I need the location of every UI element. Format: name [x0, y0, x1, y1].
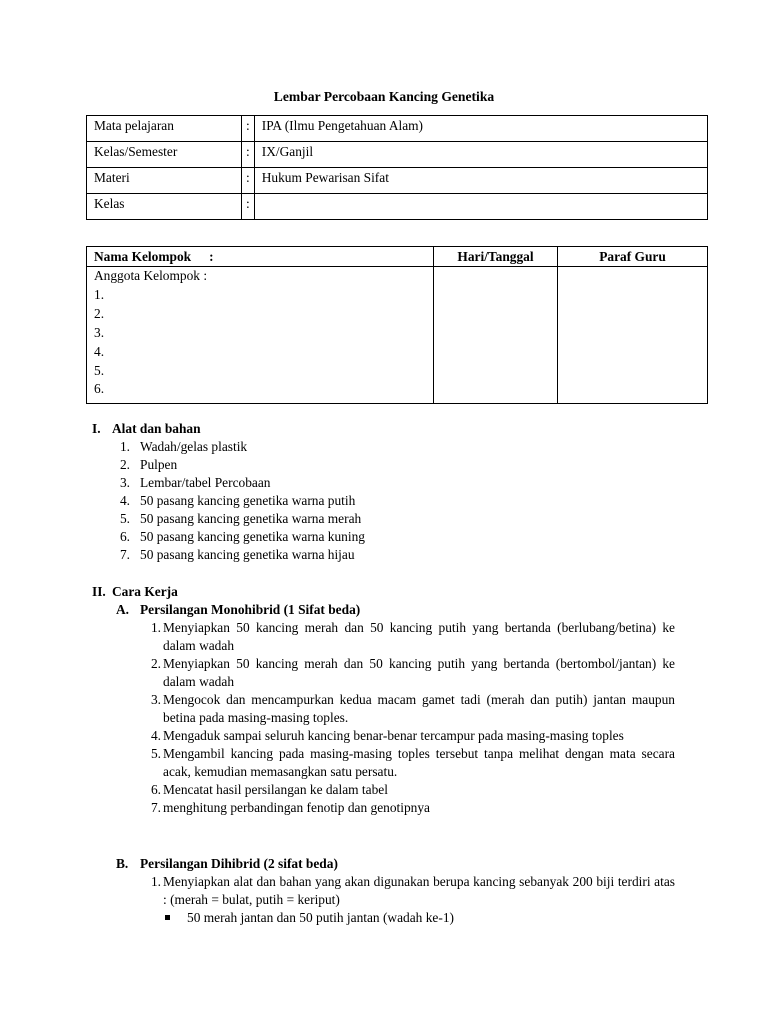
member-line: 3.	[94, 324, 105, 340]
list-item	[92, 456, 712, 474]
info-separator: :	[242, 142, 255, 168]
item-text: Mengaduk sampai seluruh kancing benar-benar tercampur pada masing-masing toples	[163, 728, 624, 743]
member-line: 6.	[94, 381, 105, 397]
list-item	[139, 655, 675, 691]
item-text: Menyiapkan 50 kancing merah dan 50 kancing putih yang bertanda (bertombol/jantan) ke dalam wadah	[163, 656, 675, 689]
list-item	[139, 781, 675, 799]
item-number: 5.	[150, 746, 161, 761]
section-number: I.	[92, 421, 101, 436]
list-item	[92, 438, 712, 456]
group-table	[86, 246, 708, 404]
info-label: Kelas	[87, 194, 242, 220]
group-name-label: Nama Kelompok	[94, 249, 192, 264]
member-line: 2.	[94, 305, 105, 321]
list-item	[92, 510, 712, 528]
table-row	[87, 116, 708, 142]
info-label: Mata pelajaran	[87, 116, 242, 142]
teacher-sign-cell	[558, 267, 708, 404]
table-row	[87, 168, 708, 194]
item-text: menghitung perbandingan fenotip dan genotipnya	[163, 800, 431, 815]
bullet-text: 50 merah jantan dan 50 putih jantan (wadah ke-1)	[187, 910, 454, 925]
subsection-heading	[92, 855, 712, 873]
list-item	[139, 799, 675, 817]
list-item	[92, 474, 712, 492]
item-text: Menyiapkan alat dan bahan yang akan digunakan berupa kancing sebanyak 200 biji terdiri atas : (merah = bulat, putih = keriput)	[163, 874, 675, 907]
info-separator: :	[242, 168, 255, 194]
info-value: IX/Ganjil	[254, 142, 707, 168]
item-text: Menyiapkan 50 kancing merah dan 50 kancing putih yang bertanda (berlubang/betina) ke dalam wadah	[163, 620, 675, 653]
item-number: 6.	[119, 529, 130, 544]
item-text: Mengambil kancing pada masing-masing toples tersebut tanpa melihat dengan mata secara acak, kemudian memasangkan satu persatu.	[163, 746, 675, 779]
item-number: 4.	[150, 728, 161, 743]
section-title: Alat dan bahan	[112, 421, 201, 436]
list-item	[139, 691, 675, 727]
section-tools-materials	[92, 420, 712, 564]
table-header-row	[87, 247, 708, 267]
item-text: 50 pasang kancing genetika warna merah	[140, 511, 362, 526]
info-separator: :	[242, 194, 255, 220]
info-value: Hukum Pewarisan Sifat	[254, 168, 707, 194]
list-item	[139, 619, 675, 655]
subsection-dihybrid	[92, 855, 712, 927]
item-number: 3.	[119, 475, 130, 490]
section-procedure	[92, 583, 712, 817]
item-number: 7.	[119, 547, 130, 562]
date-cell	[434, 267, 558, 404]
info-separator: :	[242, 116, 255, 142]
item-number: 7.	[150, 800, 161, 815]
list-item	[139, 873, 675, 927]
item-number: 1.	[150, 874, 161, 889]
table-row	[87, 142, 708, 168]
group-name-header	[87, 247, 434, 267]
square-bullet-icon	[165, 915, 170, 920]
item-text: Mengocok dan mencampurkan kedua macam gamet tadi (merah dan putih) jantan maupun betina pada masing-masing toples.	[163, 692, 675, 725]
item-number: 5.	[119, 511, 130, 526]
list-item	[139, 745, 675, 781]
member-line: 1.	[94, 286, 105, 302]
item-text: 50 pasang kancing genetika warna hijau	[140, 547, 355, 562]
section-title: Cara Kerja	[112, 584, 178, 599]
member-line: 4.	[94, 343, 105, 359]
item-number: 2.	[119, 457, 130, 472]
bullet-item	[163, 909, 675, 927]
item-number: 2.	[150, 656, 161, 671]
teacher-sign-header: Paraf Guru	[558, 247, 708, 267]
member-line: 5.	[94, 362, 105, 378]
date-header: Hari/Tanggal	[434, 247, 558, 267]
list-item	[92, 528, 712, 546]
item-number: 6.	[150, 782, 161, 797]
item-text: Mencatat hasil persilangan ke dalam tabel	[163, 782, 388, 797]
section-heading	[92, 420, 712, 438]
subsection-letter: B.	[116, 856, 129, 871]
dihybrid-steps-list	[139, 873, 675, 927]
members-label: Anggota Kelompok :	[94, 268, 208, 283]
item-text: Pulpen	[140, 457, 178, 472]
subsection-title: Persilangan Dihibrid (2 sifat beda)	[140, 856, 338, 871]
info-label: Materi	[87, 168, 242, 194]
item-text: 50 pasang kancing genetika warna putih	[140, 493, 356, 508]
info-value-empty	[254, 194, 707, 220]
members-cell	[87, 267, 434, 404]
section-number: II.	[92, 584, 106, 599]
list-item	[139, 727, 675, 745]
section-heading	[92, 583, 712, 601]
info-label: Kelas/Semester	[87, 142, 242, 168]
table-row	[87, 267, 708, 404]
subsection-letter: A.	[116, 602, 130, 617]
list-item	[92, 492, 712, 510]
list-item	[92, 546, 712, 564]
item-number: 4.	[119, 493, 130, 508]
item-number: 1.	[119, 439, 130, 454]
item-text: 50 pasang kancing genetika warna kuning	[140, 529, 365, 544]
info-value: IPA (Ilmu Pengetahuan Alam)	[254, 116, 707, 142]
page-title: Lembar Percobaan Kancing Genetika	[273, 89, 495, 104]
materials-list	[92, 438, 712, 564]
bullet-list	[163, 909, 675, 927]
item-number: 1.	[150, 620, 161, 635]
item-number: 3.	[150, 692, 161, 707]
group-name-colon: :	[209, 249, 214, 264]
table-row	[87, 194, 708, 220]
info-table	[86, 115, 708, 220]
subsection-heading	[92, 601, 712, 619]
item-text: Lembar/tabel Percobaan	[140, 475, 271, 490]
subsection-title: Persilangan Monohibrid (1 Sifat beda)	[140, 602, 361, 617]
item-text: Wadah/gelas plastik	[140, 439, 248, 454]
monohybrid-steps-list	[139, 619, 675, 817]
